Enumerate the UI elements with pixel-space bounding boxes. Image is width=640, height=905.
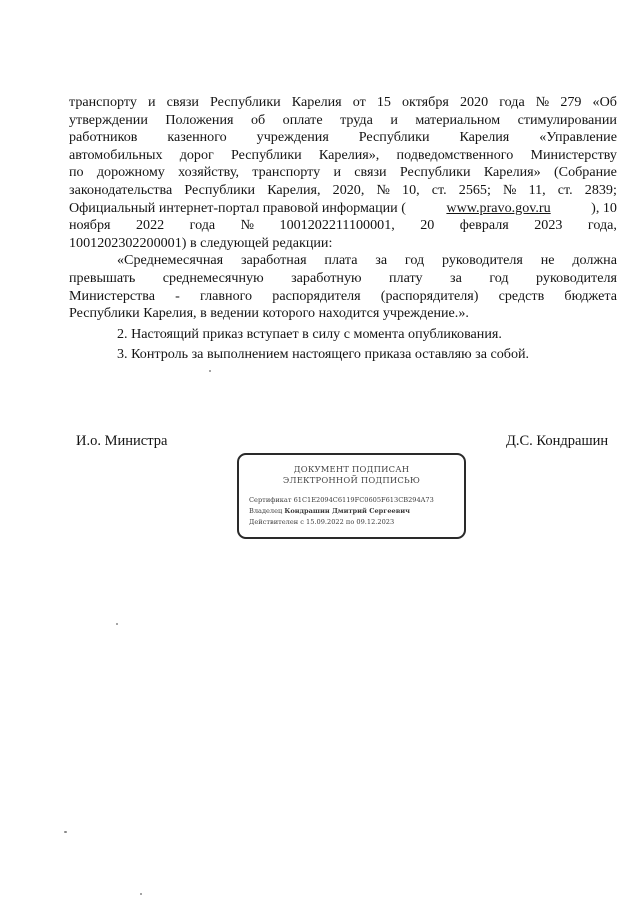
electronic-signature-stamp: [237, 453, 466, 539]
word: Республики: [231, 146, 302, 163]
word: 2565;: [458, 181, 491, 198]
word: года,: [587, 217, 617, 234]
word: оплате: [282, 111, 323, 128]
word: учреждения: [256, 129, 329, 146]
word: год: [489, 269, 509, 286]
word: главного: [200, 287, 253, 304]
word: 279: [560, 94, 582, 110]
item-entry-into-force: 2. Настоящий приказ вступает в силу с момента опубликования.: [117, 325, 502, 342]
stamp-valid-from: 15.09.2022: [306, 518, 344, 527]
word: должна: [572, 252, 617, 269]
word: транспорту: [252, 164, 321, 181]
word: автомобильных: [69, 146, 163, 163]
word: октября: [402, 94, 449, 110]
word: хозяйству,: [178, 164, 240, 181]
word: (Собрание: [553, 164, 617, 181]
word: 2020: [459, 94, 489, 110]
paragraph-line: [69, 147, 617, 165]
word: «Управление: [539, 129, 617, 146]
word: утверждении: [69, 111, 148, 128]
word: 2020,: [332, 181, 365, 198]
word: связи: [166, 94, 199, 110]
signatory-position: И.о. Министра: [76, 433, 168, 449]
stamp-certificate-label: Сертификат: [249, 496, 292, 504]
word: законодательства: [69, 181, 173, 198]
stamp-owner-label: Владелец: [249, 507, 283, 516]
word: стимулировании: [517, 111, 617, 128]
word: ноября: [69, 217, 111, 234]
paragraph-salary-quote: [69, 252, 617, 305]
word: 20: [420, 217, 435, 234]
word: казенного: [167, 129, 227, 146]
word: по: [69, 164, 84, 181]
word: заработную: [291, 269, 362, 286]
word: Республики: [184, 181, 256, 198]
stamp-title-line: ЭЛЕКТРОННОЙ ПОДПИСЬЮ: [282, 475, 421, 485]
stamp-valid-label: Действителен с: [249, 518, 304, 527]
word: 2023: [534, 217, 563, 234]
paragraph-line: [69, 129, 617, 147]
scan-speck: [209, 370, 211, 372]
word: (распорядителя): [380, 287, 479, 304]
word: за: [450, 269, 462, 286]
paragraph-line: [69, 217, 617, 235]
word: 10,: [402, 181, 420, 198]
stamp-details: [249, 495, 464, 529]
word: февраля: [459, 217, 509, 234]
word: и: [390, 111, 398, 128]
word: 15: [376, 94, 391, 110]
word: плату: [389, 269, 423, 286]
word: год: [404, 252, 425, 269]
word: труда: [340, 111, 373, 128]
scan-speck: [116, 623, 118, 625]
word: Карелия»,: [318, 146, 380, 163]
word: от: [352, 94, 366, 110]
word: 2022: [135, 217, 165, 234]
word: транспорту: [69, 94, 137, 110]
stamp-valid-to-label: по: [345, 518, 355, 527]
word: об: [250, 111, 266, 128]
paragraph-line: [69, 182, 617, 200]
word: Карелия»: [483, 164, 541, 181]
paragraph-line: 1001202302200001) в следующей редакции:: [69, 234, 333, 251]
word: ст.: [431, 181, 447, 198]
word: и: [147, 94, 156, 110]
word: ст.: [557, 181, 573, 198]
word: Карелия: [291, 94, 342, 110]
word: ), 10: [591, 199, 617, 216]
word: среднемесячную: [162, 269, 264, 286]
word: дорожному: [96, 164, 165, 181]
paragraph-line: [69, 164, 617, 182]
stamp-owner-row: [249, 506, 464, 517]
paragraph-line: [69, 270, 617, 288]
word: превышать: [69, 269, 136, 286]
word: плата: [324, 252, 358, 269]
word: связи: [354, 164, 387, 181]
word: Республики: [210, 94, 281, 110]
word: Карелия: [459, 129, 510, 146]
document-body: [69, 94, 617, 364]
word: работников: [69, 129, 138, 146]
paragraph-amendment-intro: [69, 94, 617, 235]
stamp-title: [239, 464, 464, 486]
word: распорядителя: [272, 287, 361, 304]
word: подведомственного: [396, 146, 514, 163]
stamp-certificate-value: 61C1E2094C6119FC0605F613CB294A73: [293, 496, 434, 504]
paragraph-line: [69, 94, 617, 112]
item-control: 3. Контроль за выполнением настоящего приказа оставляю за собой.: [117, 346, 530, 363]
word: «Об: [592, 94, 617, 110]
word: дорог: [179, 146, 214, 163]
word: «Среднемесячная: [117, 252, 224, 269]
word: заработная: [240, 252, 307, 269]
word: №: [240, 217, 255, 234]
word: Республики: [399, 164, 471, 181]
word: №: [376, 181, 390, 198]
word: Министерства: [69, 287, 156, 304]
word: 1001202211100001,: [279, 217, 395, 234]
word: Министерству: [530, 146, 617, 163]
paragraph-line: [69, 112, 617, 130]
word: и: [333, 164, 341, 181]
paragraph-line: [69, 200, 617, 218]
word: руководителя: [441, 252, 523, 269]
word: руководителя: [536, 269, 617, 286]
stamp-valid-to: 09.12.2023: [356, 518, 395, 527]
signatory-name: Д.С. Кондрашин: [506, 433, 609, 449]
word: бюджета: [564, 287, 617, 304]
word: за: [375, 252, 388, 269]
word: 11,: [528, 181, 546, 198]
paragraph-line: Республики Карелия, в ведении которого находится учреждение.».: [69, 305, 469, 322]
stamp-owner-value: Кондрашин Дмитрий Сергеевич: [284, 507, 411, 516]
paragraph-line: [69, 252, 617, 270]
word: Карелия,: [267, 181, 321, 198]
scan-speck: [140, 893, 142, 895]
scan-speck: [64, 831, 67, 833]
portal-link[interactable]: www.pravo.gov.ru: [446, 199, 551, 216]
word: Официальный интернет-портал правовой информации (: [69, 199, 406, 216]
stamp-title-line: ДОКУМЕНТ ПОДПИСАН: [293, 464, 410, 474]
word: не: [540, 252, 555, 269]
word: года: [499, 94, 525, 110]
word: года: [189, 217, 216, 234]
word: средств: [498, 287, 545, 304]
word: Республики: [358, 129, 430, 146]
stamp-validity-row: [249, 517, 464, 528]
word: материальном: [415, 111, 501, 128]
word: -: [175, 287, 180, 304]
paragraph-line: [69, 288, 617, 306]
word: Положения: [165, 111, 234, 128]
word: №: [535, 94, 550, 110]
stamp-certificate-row: [249, 495, 464, 506]
word: №: [503, 181, 517, 198]
word: 2839;: [584, 181, 617, 198]
